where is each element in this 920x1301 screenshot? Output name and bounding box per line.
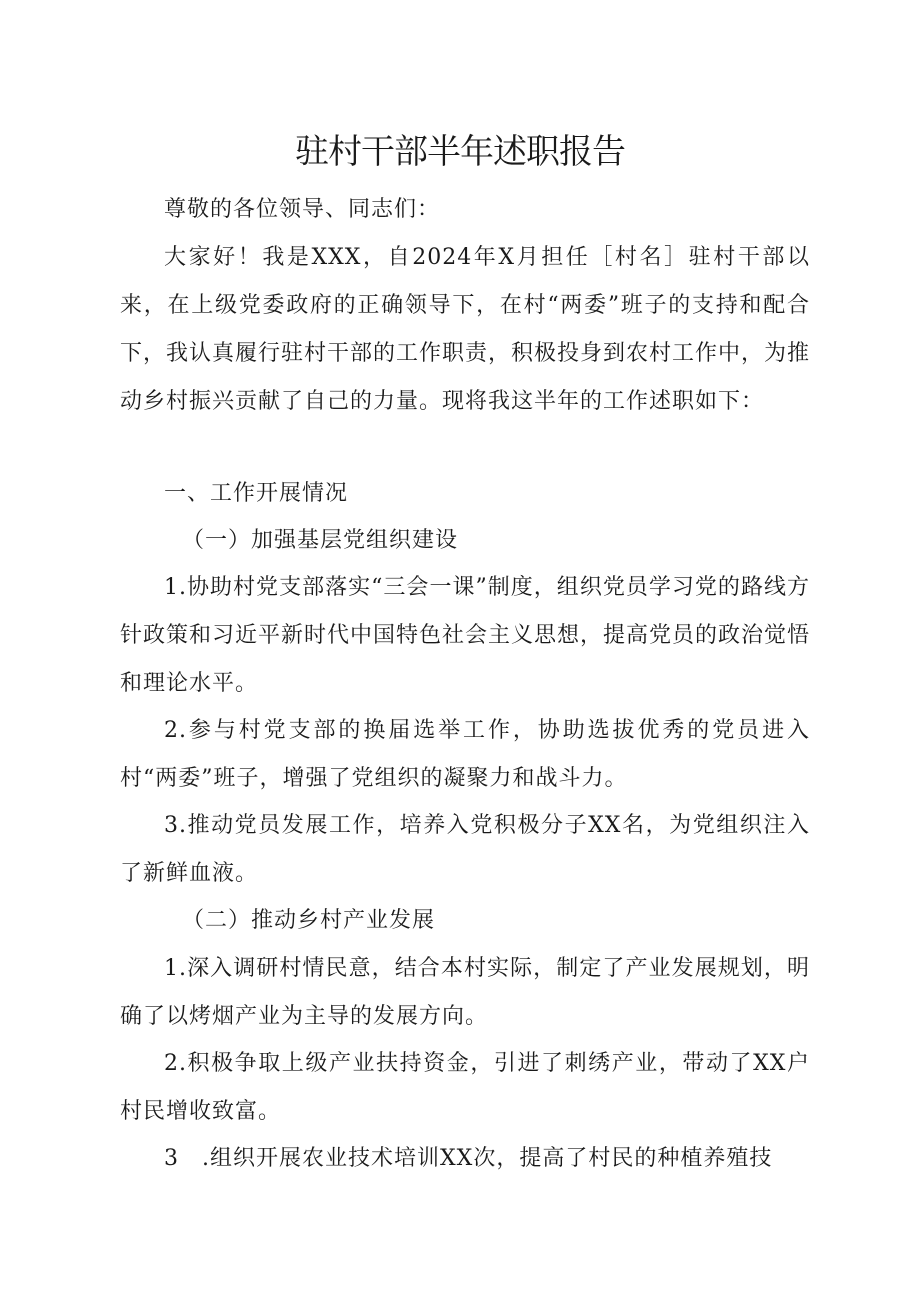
subsection-heading-2: （二）推动乡村产业发展 bbox=[182, 908, 436, 933]
paragraph-2-2: 2.积极争取上级产业扶持资金，引进了刺绣产业，带动了XX户村民增收致富。 bbox=[120, 1051, 810, 1124]
intro-paragraph: 大家好！我是XXX，自2024年X月担任［村名］驻村干部以来，在上级党委政府的正确领导下，在村“两委”班子的支持和配合下，我认真履行驻村干部的工作职责，积极投身到农村工作中，为推动乡村振兴贡献了自己的力量。现将我这半年的工作述职如下： bbox=[120, 245, 811, 414]
paragraph-1-3: 3.推动党员发展工作，培养入党积极分子XX名，为党组织注入了新鲜血液。 bbox=[120, 813, 810, 886]
subsection-heading-1: （一）加强基层党组织建设 bbox=[182, 528, 459, 553]
paragraph-2-3: 3 .组织开展农业技术培训XX次，提高了村民的种植养殖技 bbox=[164, 1146, 773, 1171]
paragraph-1-1: 1.协助村党支部落实“三会一课”制度，组织党员学习党的路线方针政策和习近平新时代中国特色社会主义思想，提高党员的政治觉悟和理论水平。 bbox=[120, 575, 811, 696]
paragraph-2-1: 1.深入调研村情民意，结合本村实际，制定了产业发展规划，明确了以烤烟产业为主导的发展方向。 bbox=[120, 956, 810, 1029]
section-heading-1: 一、工作开展情况 bbox=[164, 481, 349, 506]
salutation: 尊敬的各位领导、同志们： bbox=[164, 197, 441, 222]
paragraph-1-2: 2.参与村党支部的换届选举工作，协助选拔优秀的党员进入村“两委”班子，增强了党组织的凝聚力和战斗力。 bbox=[120, 718, 810, 791]
document-title: 驻村干部半年述职报告 bbox=[295, 132, 625, 172]
